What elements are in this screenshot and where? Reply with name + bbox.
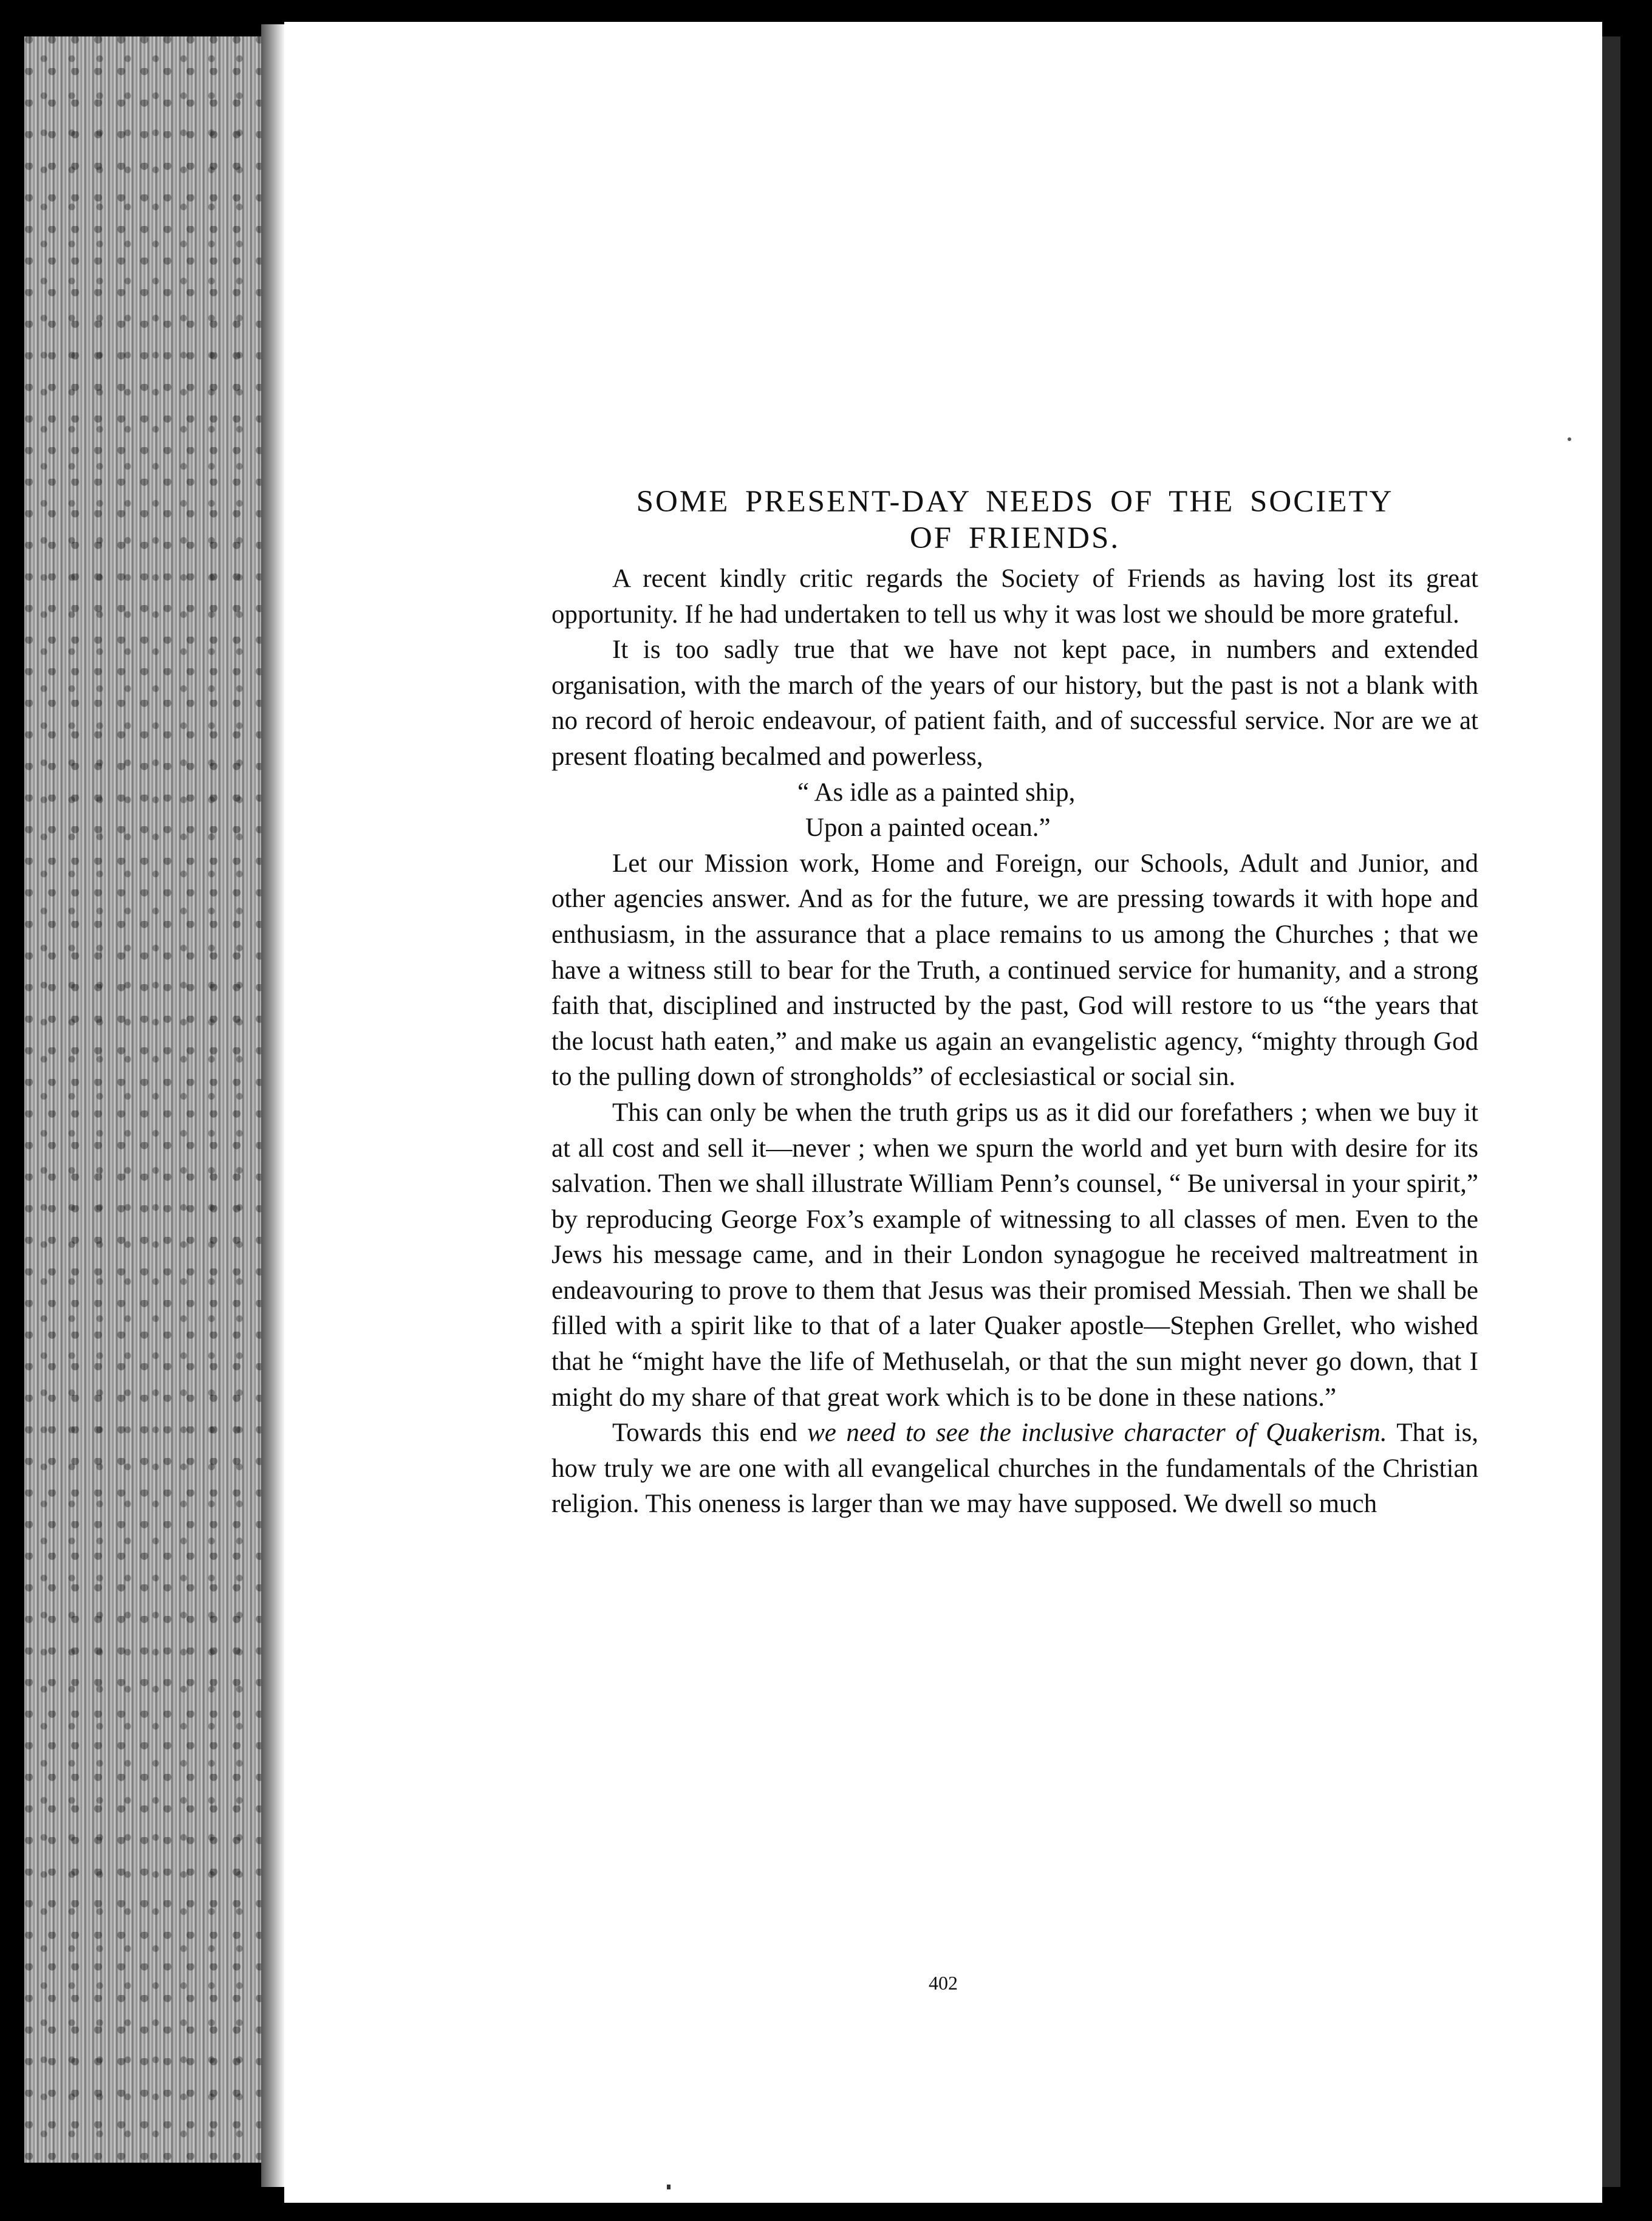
next-page-edge — [1602, 36, 1620, 2187]
verse-line-2: Upon a painted ocean.” — [805, 813, 1051, 843]
title-line-1: SOME PRESENT-DAY NEEDS OF THE SOCIETY — [636, 485, 1394, 519]
speck — [667, 2185, 671, 2189]
paragraph-3: Let our Mission work, Home and Foreign, our Schools, Adult and Junior, and other agencies answer. And as for the future, we are pressing towards it with hope and enthusiasm, in the assurance that a place remains to us among the Churches ; that we have a witness still to bear for the Truth, a continued service for humanity, and a strong faith that, disciplined and instructed by the past, God will restore to us “the years that the locust hath eaten,” and make us again an evangelistic agency, “mighty through God to the pulling down of strongholds” of ecclesiastical or social sin. — [551, 849, 1478, 1092]
paragraph-5-start: Towards this end — [612, 1418, 808, 1448]
page-number: 402 — [929, 1972, 958, 1994]
gutter-shadow — [261, 24, 285, 2187]
paragraph-2: It is too sadly true that we have not kept pace, in numbers and extended organisation, with the march of the years of our history, but the past is not a blank with no record of heroic endeavour, of patient faith, and of successful service. Nor are we at present floating becalmed and powerless, — [551, 635, 1478, 771]
article-title — [551, 484, 1478, 556]
article — [551, 484, 1478, 1522]
paragraph-5-rest: That is, how truly we are one with all evangelical churches in the fundamentals of the Christian religion. This oneness is larger than we may have supposed. We dwell so much — [551, 1418, 1478, 1519]
title-line-2: OF FRIENDS. — [909, 521, 1121, 555]
paragraph-5-italic: we need to see the inclusive character of Quakerism. — [807, 1418, 1387, 1448]
paragraph-5 — [551, 1415, 1478, 1522]
paragraph-4: This can only be when the truth grips us as it did our forefathers ; when we buy it at all cost and sell it—never ; when we spurn the world and yet burn with desire for its salvation. Then we shall illustrate William Penn’s counsel, “ Be universal in your spirit,” by reproducing George Fox’s example of witnessing to all classes of men. Even to the Jews his message came, and in their London synagogue he received maltreatment in endeavouring to prove to them that Jesus was their promised Messiah. Then we shall be filled with a spirit like to that of a later Quaker apostle—Stephen Grellet, who wished that he “might have the life of Methuselah, or that the sun might never go down, that I might do my share of that great work which is to be done in these nations.” — [551, 1098, 1478, 1412]
verse-line-1: “ As idle as a painted ship, — [797, 778, 1076, 807]
speck — [1568, 437, 1571, 441]
paragraph-1: A recent kindly critic regards the Society of Friends as having lost its great opportunity. If he had undertaken to tell us why it was lost we should be more grateful. — [551, 564, 1478, 629]
book-page-edges — [24, 36, 279, 2163]
book-page — [284, 22, 1602, 2203]
verse-quote — [551, 775, 1478, 846]
